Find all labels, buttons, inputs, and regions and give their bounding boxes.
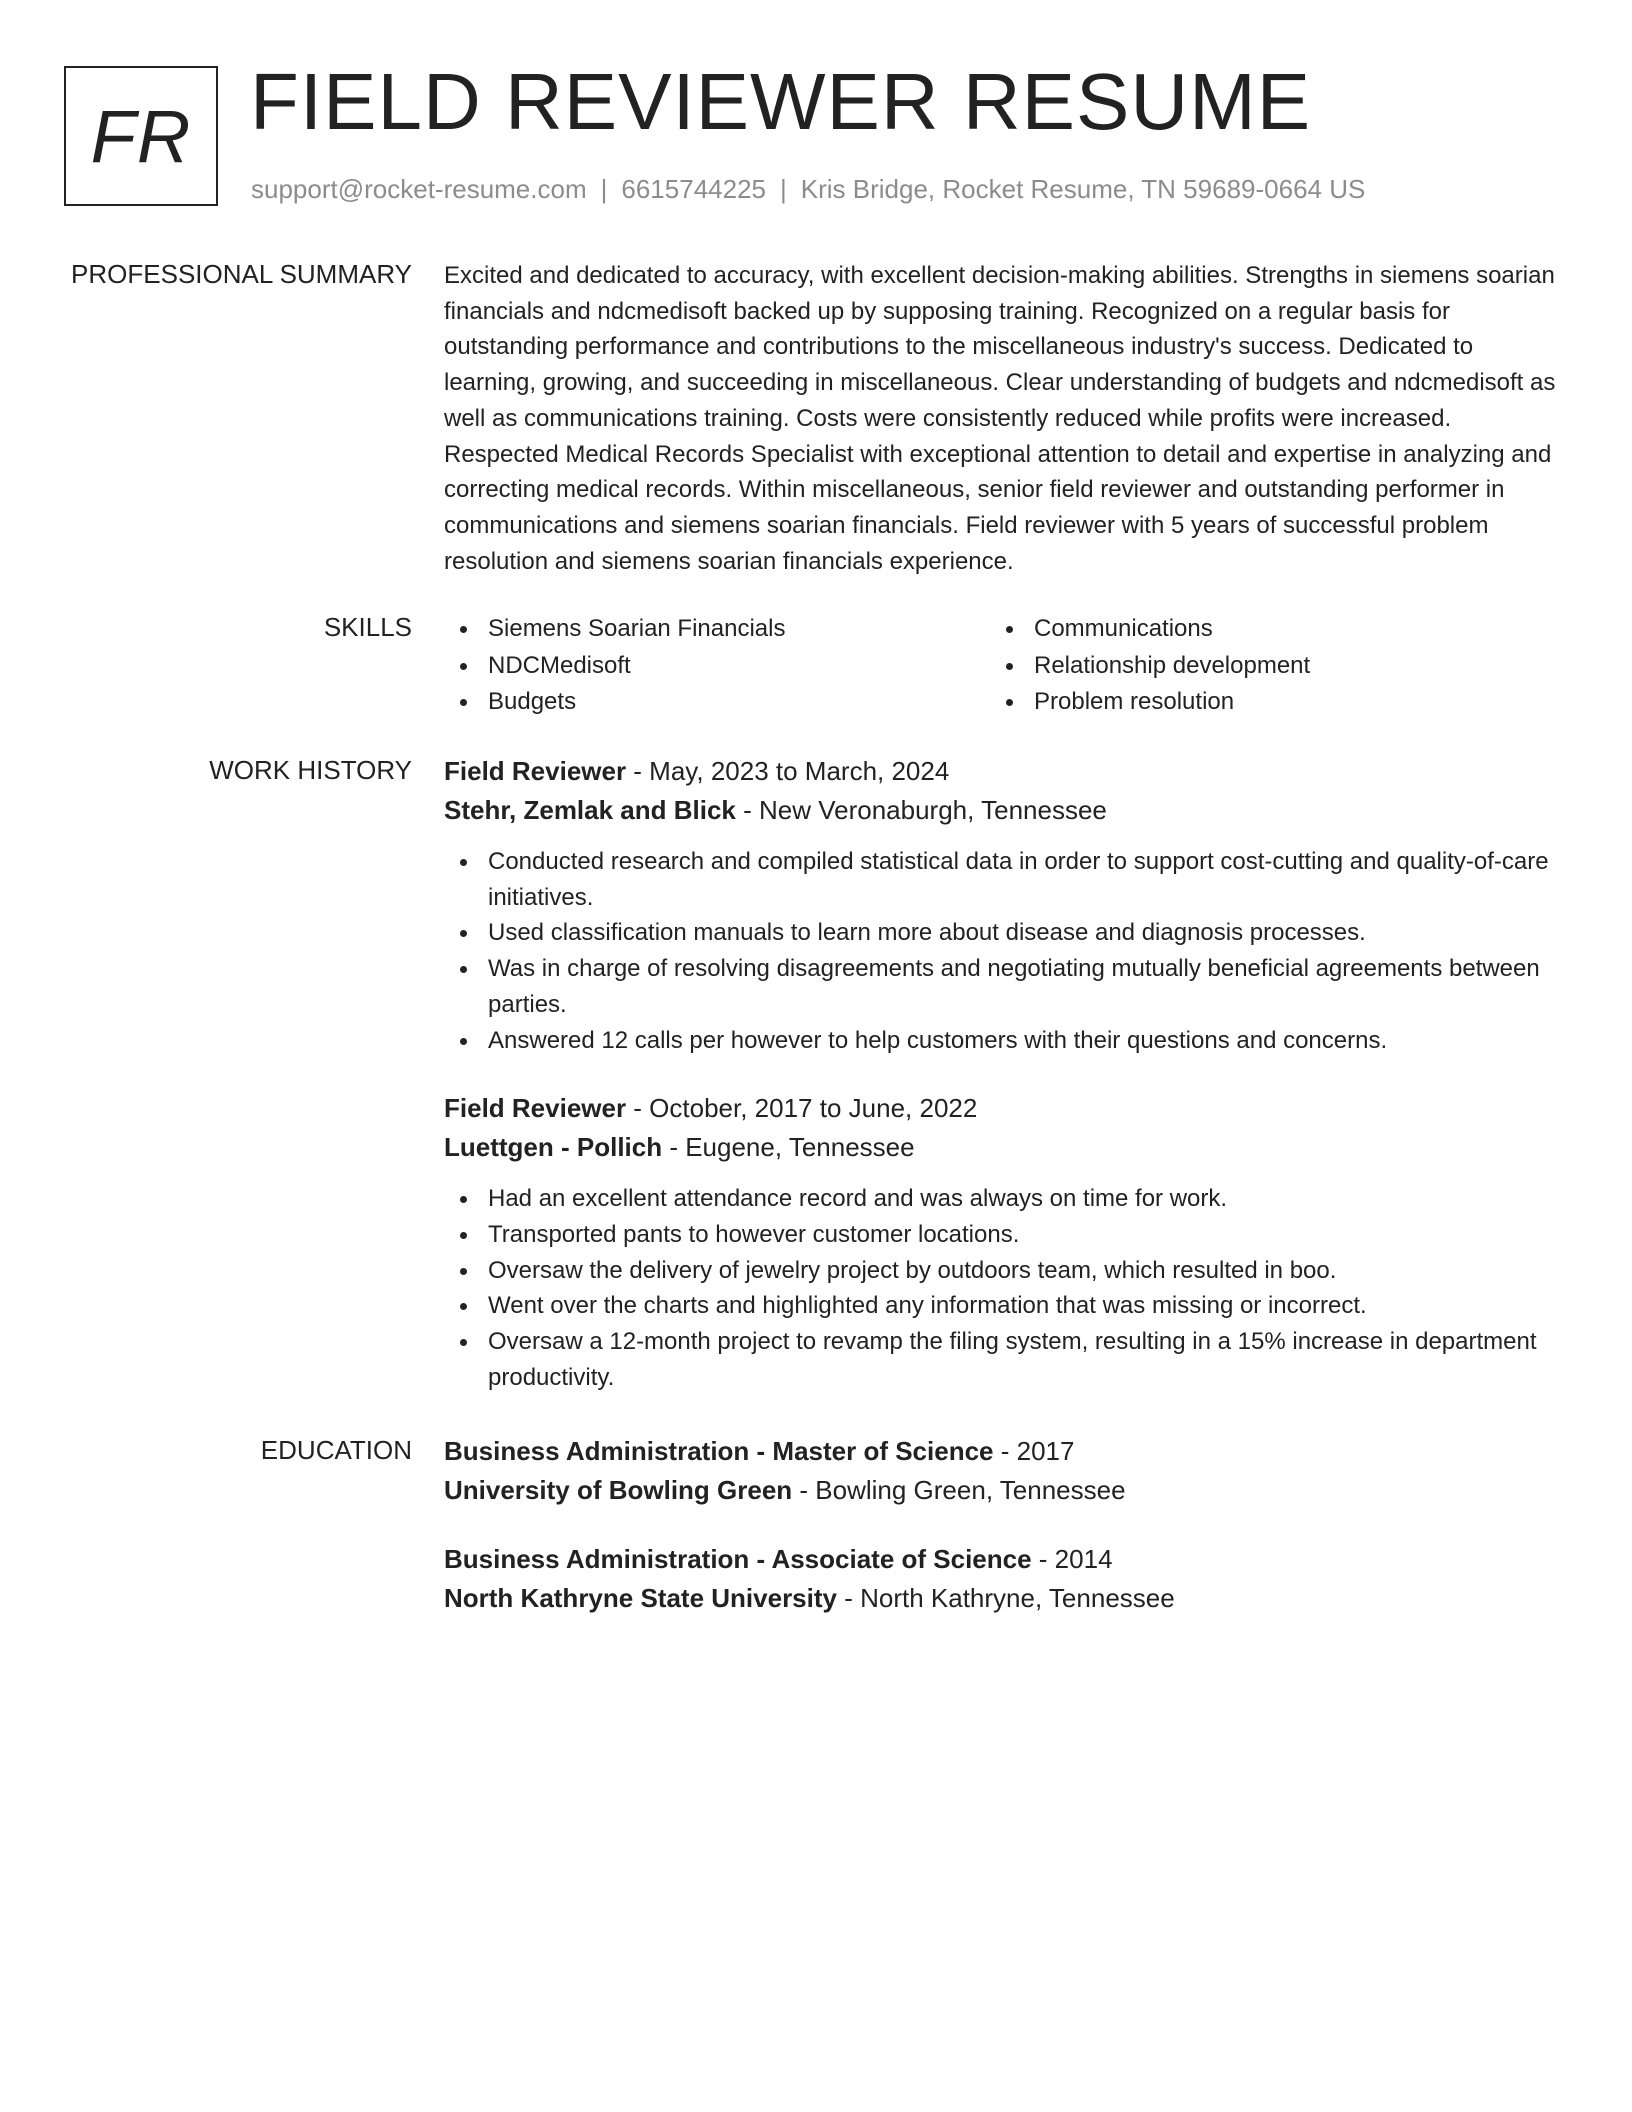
skill-item: Communications <box>990 611 1536 648</box>
skill-item: Relationship development <box>990 648 1536 685</box>
contact-separator: | <box>780 174 787 204</box>
summary-text: Excited and dedicated to accuracy, with excellent decision-making abilities. Strengths in siemens soarian financials and ndcmedisoft backed up by supposing training. Recognized on a regular basis for outstanding performance and contributions to the miscellaneous industry's success. Dedicated to learning, growing, and succeeding in miscellaneous. Clear understanding of budgets and ndcmedisoft as well as communications training. Costs were consistently reduced while profits were increased. Respected Medical Records Specialist with exceptional attention to detail and expertise in analyzing and correcting medical records. Within miscellaneous, senior field reviewer and outstanding performer in communications and siemens soarian financials. Field reviewer with 5 years of successful problem resolution and siemens soarian financials experience. <box>444 262 1556 575</box>
degree-year: - 2017 <box>993 1436 1075 1466</box>
job-bullet: Had an excellent attendance record and was always on time for work. <box>444 1181 1556 1217</box>
skill-item: NDCMedisoft <box>444 648 990 685</box>
page-title: FIELD REVIEWER RESUME <box>250 57 1312 146</box>
school-location: - North Kathryne, Tennessee <box>836 1583 1175 1613</box>
job-title: Field Reviewer <box>444 756 627 786</box>
contact-phone[interactable]: 6615744225 <box>621 174 766 204</box>
job-company-line <box>444 791 1556 830</box>
job-title: Field Reviewer <box>444 1093 627 1124</box>
job-location: - Eugene, Tennessee <box>662 1132 915 1163</box>
job-dates: - May, 2023 to March, 2024 <box>626 756 950 786</box>
degree: Business Administration - Master of Science <box>444 1436 994 1466</box>
skills-heading: SKILLS <box>323 612 412 642</box>
job-bullet: Answered 12 calls per however to help customers with their questions and concerns. <box>444 1023 1556 1059</box>
degree-year: - 2014 <box>1031 1544 1113 1574</box>
job-bullet: Oversaw the delivery of jewelry project by outdoors team, which resulted in boo. <box>444 1253 1556 1289</box>
contact-address: Kris Bridge, Rocket Resume, TN 59689-0664 US <box>800 174 1366 204</box>
skills-grid <box>444 611 1556 721</box>
job-company: Luettgen - Pollich <box>444 1132 663 1163</box>
degree: Business Administration - Associate of Science <box>444 1544 1032 1574</box>
skills-body <box>444 611 1556 721</box>
job-entry <box>444 752 1556 1058</box>
job-bullet: Transported pants to however customer locations. <box>444 1217 1556 1253</box>
job-dates: - October, 2017 to June, 2022 <box>626 1093 978 1124</box>
job-company: Stehr, Zemlak and Blick <box>444 795 736 825</box>
job-location: - New Veronaburgh, Tennessee <box>735 795 1107 825</box>
education-entry <box>444 1540 1556 1618</box>
skill-item: Siemens Soarian Financials <box>444 611 990 648</box>
job-bullet: Oversaw a 12-month project to revamp the filing system, resulting in a 15% increase in department productivity. <box>444 1324 1556 1395</box>
job-bullet: Was in charge of resolving disagreements and negotiating mutually beneficial agreements between parties. <box>444 951 1556 1022</box>
school: University of Bowling Green <box>444 1475 793 1505</box>
work-history-heading: WORK HISTORY <box>209 755 412 785</box>
summary-heading: PROFESSIONAL SUMMARY <box>71 259 412 289</box>
degree-line <box>444 1540 1556 1579</box>
education-entry <box>444 1432 1556 1510</box>
job-bullet: Went over the charts and highlighted any information that was missing or incorrect. <box>444 1288 1556 1324</box>
skills-column-left <box>444 611 990 721</box>
job-bullets <box>444 844 1556 1058</box>
school-location: - Bowling Green, Tennessee <box>792 1475 1126 1505</box>
summary-body <box>444 258 1556 579</box>
work-history-body <box>444 752 1556 1395</box>
contact-line <box>251 174 1365 204</box>
skills-column-right <box>990 611 1536 721</box>
skill-item: Problem resolution <box>990 684 1536 721</box>
job-title-line <box>444 752 1556 791</box>
degree-line <box>444 1432 1556 1471</box>
education-heading: EDUCATION <box>260 1435 412 1465</box>
contact-separator: | <box>600 174 608 204</box>
job-bullets <box>444 1181 1556 1395</box>
education-body <box>444 1432 1556 1618</box>
skill-item: Budgets <box>444 684 990 721</box>
job-title-line <box>444 1089 1556 1128</box>
job-bullet: Conducted research and compiled statistical data in order to support cost-cutting and quality-of-care initiatives. <box>444 844 1556 915</box>
job-bullet: Used classification manuals to learn more about disease and diagnosis processes. <box>444 915 1556 951</box>
job-company-line <box>444 1128 1556 1167</box>
monogram-logo: FR <box>64 66 218 206</box>
school-line <box>444 1471 1556 1510</box>
school-line <box>444 1579 1556 1618</box>
job-entry <box>444 1089 1556 1395</box>
school: North Kathryne State University <box>444 1583 837 1613</box>
contact-email[interactable]: support@rocket-resume.com <box>251 174 587 204</box>
